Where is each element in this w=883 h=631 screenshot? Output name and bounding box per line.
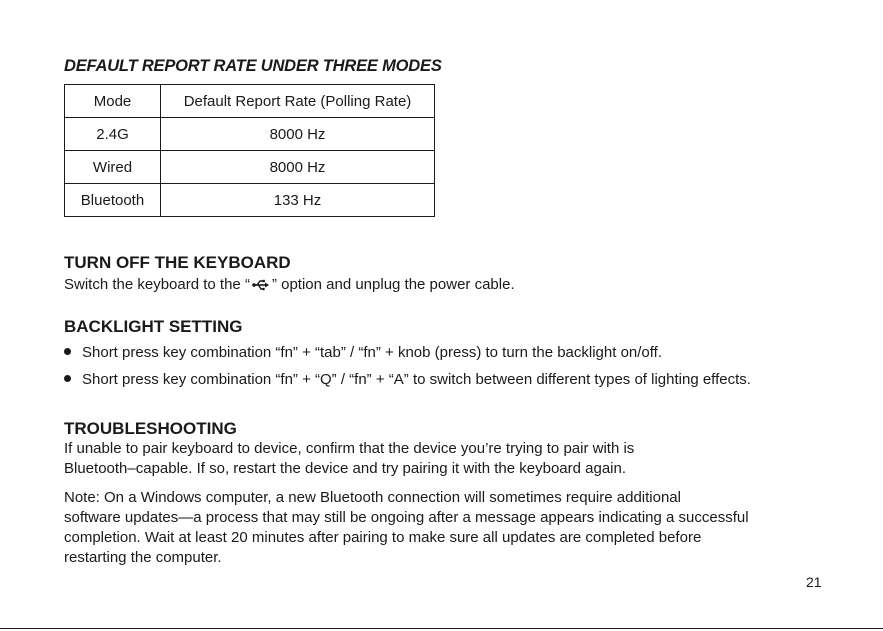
troubleshooting-note-line: Note: On a Windows computer, a new Bluetooth connection will sometimes require additional	[64, 489, 681, 506]
troubleshooting-para1-line: If unable to pair keyboard to device, confirm that the device you’re trying to pair with is	[64, 440, 635, 457]
bottom-divider	[0, 628, 883, 629]
troubleshooting-note-line: restarting the computer.	[64, 549, 222, 566]
troubleshooting-para1-line: Bluetooth–capable. If so, restart the device and try pairing it with the keyboard again.	[64, 460, 627, 477]
table-row	[65, 184, 435, 217]
table-header-cell: Default Report Rate (Polling Rate)	[161, 85, 435, 118]
bullet-text: Short press key combination “fn” + “tab” / “fn” + knob (press) to turn the backlight on/off.	[82, 344, 662, 361]
table-cell-mode: Bluetooth	[65, 184, 161, 217]
backlight-title: BACKLIGHT SETTING	[64, 317, 243, 336]
turn-off-text-before: Switch the keyboard to the “	[64, 276, 250, 293]
table-header-row	[65, 85, 435, 118]
report-rate-table	[64, 84, 435, 217]
troubleshooting-note-line: completion. Wait at least 20 minutes after pairing to make sure all updates are completed before	[64, 529, 702, 546]
bullet-text: Short press key combination “fn” + “Q” / “fn” + “A” to switch between different types of lighting effects.	[82, 371, 751, 388]
table-cell-rate: 133 Hz	[161, 184, 435, 217]
usb-icon	[252, 278, 270, 296]
turn-off-text-after: ” option and unplug the power cable.	[271, 276, 515, 293]
table-cell-rate: 8000 Hz	[161, 151, 435, 184]
list-item	[64, 371, 751, 388]
table-row	[65, 151, 435, 184]
turn-off-title: TURN OFF THE KEYBOARD	[64, 253, 291, 272]
bullet-icon	[64, 348, 71, 355]
table-cell-rate: 8000 Hz	[161, 118, 435, 151]
table-row	[65, 118, 435, 151]
list-item	[64, 344, 662, 361]
bullet-icon	[64, 375, 71, 382]
table-header-cell: Mode	[65, 85, 161, 118]
table-cell-mode: Wired	[65, 151, 161, 184]
report-rate-heading: DEFAULT REPORT RATE UNDER THREE MODES	[64, 57, 442, 75]
troubleshooting-note-line: software updates—a process that may still be ongoing after a message appears indicating a successful	[64, 509, 749, 526]
turn-off-text	[64, 276, 515, 296]
page-number: 21	[806, 574, 822, 590]
table-cell-mode: 2.4G	[65, 118, 161, 151]
troubleshooting-title: TROUBLESHOOTING	[64, 419, 237, 438]
